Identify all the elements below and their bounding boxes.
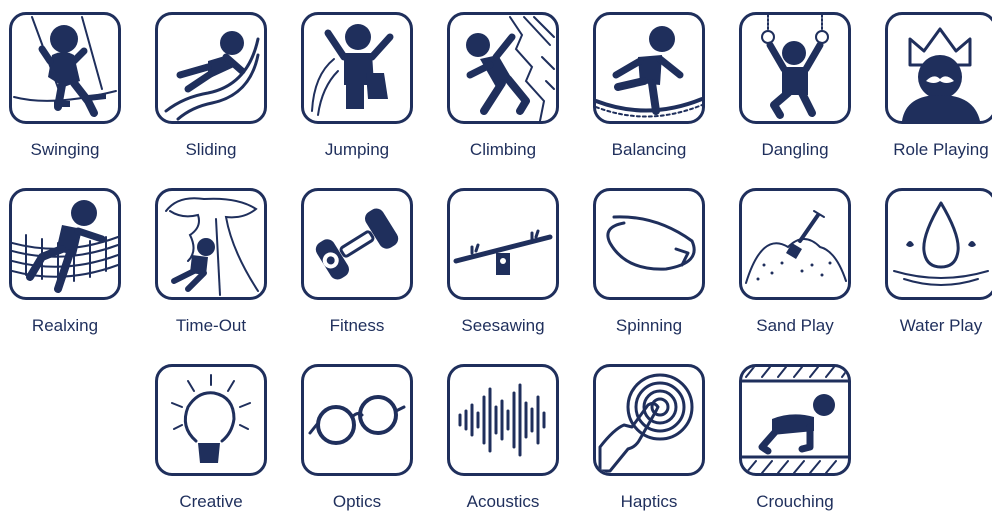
activity-tile-spinning xyxy=(590,188,708,348)
activity-tile-swinging xyxy=(6,12,124,172)
activity-label: Swinging xyxy=(30,140,100,159)
tree-child-icon xyxy=(155,188,267,300)
activity-label: Water Play xyxy=(899,316,983,335)
activity-label: Crouching xyxy=(756,492,834,511)
crawling-child-icon xyxy=(739,364,851,476)
activity-tile-balancing xyxy=(590,12,708,172)
activity-label: Creative xyxy=(179,492,243,511)
activity-tile-creative xyxy=(152,364,270,524)
sound-wave-icon xyxy=(447,364,559,476)
activity-label: Balancing xyxy=(611,140,687,159)
activity-label: Role Playing xyxy=(893,140,989,159)
activity-label: Optics xyxy=(332,492,382,511)
activity-tile-acoustics xyxy=(444,364,562,524)
water-drop-icon xyxy=(885,188,992,300)
activity-label: Spinning xyxy=(615,316,683,335)
hammock-child-icon xyxy=(9,188,121,300)
activity-tile-optics xyxy=(298,364,416,524)
glasses-icon xyxy=(301,364,413,476)
activity-tile-sand-play xyxy=(736,188,854,348)
climbing-child-icon xyxy=(447,12,559,124)
activity-tile-sliding xyxy=(152,12,270,172)
activity-tile-haptics xyxy=(590,364,708,524)
activity-tile-relaxing xyxy=(6,188,124,348)
dumbbell-icon xyxy=(301,188,413,300)
dangling-child-icon xyxy=(739,12,851,124)
activity-label: Sliding xyxy=(185,140,237,159)
activity-label: Haptics xyxy=(620,492,678,511)
activity-label: Dangling xyxy=(761,140,829,159)
activity-label: Sand Play xyxy=(756,316,834,335)
swing-child-icon xyxy=(9,12,121,124)
activity-tile-water-play xyxy=(882,188,992,348)
spiral-arrow-icon xyxy=(593,188,705,300)
finger-touch-icon xyxy=(593,364,705,476)
activity-label: Fitness xyxy=(329,316,385,335)
activity-label: Seesawing xyxy=(461,316,545,335)
activity-tile-crouching xyxy=(736,364,854,524)
sand-shovel-icon xyxy=(739,188,851,300)
seesaw-icon xyxy=(447,188,559,300)
activity-label: Acoustics xyxy=(466,492,540,511)
activity-tile-seesawing xyxy=(444,188,562,348)
activity-tile-time-out xyxy=(152,188,270,348)
jumping-child-icon xyxy=(301,12,413,124)
activity-label: Time-Out xyxy=(175,316,247,335)
lightbulb-icon xyxy=(155,364,267,476)
activity-tile-dangling xyxy=(736,12,854,172)
activity-tile-role-playing xyxy=(882,12,992,172)
activity-tile-fitness xyxy=(298,188,416,348)
activity-label: Jumping xyxy=(324,140,390,159)
activity-label: Climbing xyxy=(469,140,537,159)
balancing-child-icon xyxy=(593,12,705,124)
slide-child-icon xyxy=(155,12,267,124)
crowned-person-icon xyxy=(885,12,992,124)
activity-label: Realxing xyxy=(31,316,99,335)
activity-tile-climbing xyxy=(444,12,562,172)
activity-tile-jumping xyxy=(298,12,416,172)
